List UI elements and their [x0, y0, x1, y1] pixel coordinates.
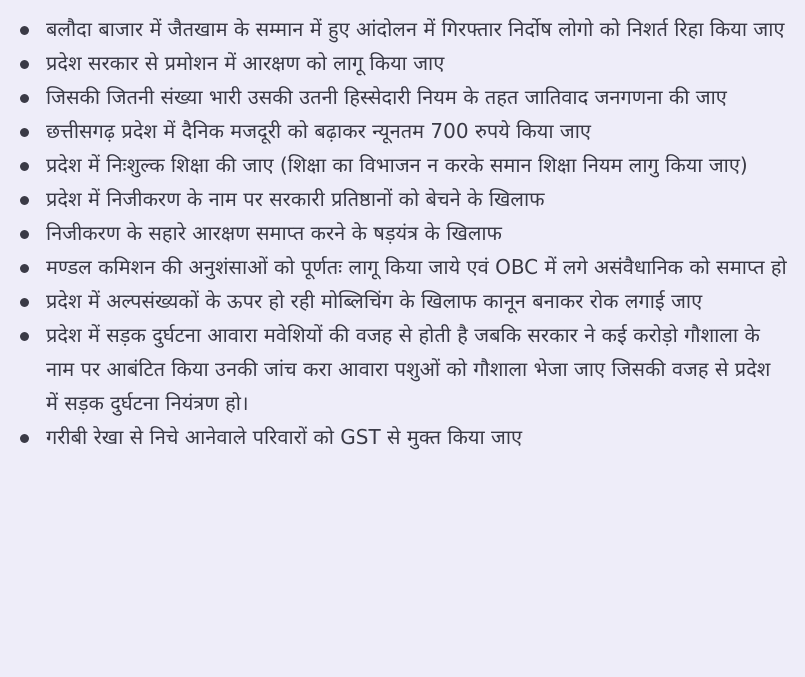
list-item-text: निजीकरण के सहारे आरक्षण समाप्त करने के षड़यंत्र के खिलाफ	[46, 221, 502, 245]
bullet-icon	[20, 264, 29, 273]
list-item-text: प्रदेश सरकार से प्रमोशन में आरक्षण को लागू किया जाए	[46, 51, 445, 75]
bullet-icon	[20, 60, 29, 69]
list-item-text: प्रदेश में निःशुल्क शिक्षा की जाए (शिक्षा का विभाजन न करके समान शिक्षा नियम लागु किया जाए)	[46, 153, 748, 177]
list-item	[0, 12, 787, 46]
list-item	[0, 250, 787, 284]
list-item-text: प्रदेश में अल्पसंख्यकों के ऊपर हो रही मोब्लिचिंग के खिलाफ कानून बनाकर रोक लगाई जाए	[46, 289, 703, 313]
list-item	[0, 318, 787, 420]
bullet-icon	[20, 298, 29, 307]
bullet-icon	[20, 434, 29, 443]
list-item-text: मण्डल कमिशन की अनुशंसाओं को पूर्णतः लागू किया जाये एवं OBC में लगे असंवैधानिक को समाप्त हो	[46, 255, 787, 279]
list-item	[0, 284, 787, 318]
bullet-icon	[20, 162, 29, 171]
bullet-icon	[20, 94, 29, 103]
list-item	[0, 114, 787, 148]
list-item-text: जिसकी जितनी संख्या भारी उसकी उतनी हिस्सेदारी नियम के तहत जातिवाद जनगणना की जाए	[46, 85, 727, 109]
bullet-icon	[20, 196, 29, 205]
list-item	[0, 420, 787, 454]
list-item-text: बलौदा बाजार में जैतखाम के सम्मान में हुए आंदोलन में गिरफ्तार निर्दोष लोगो को निशर्त रिहा किया जाए	[46, 17, 785, 41]
list-item	[0, 46, 787, 80]
list-item-text: प्रदेश में निजीकरण के नाम पर सरकारी प्रतिष्ठानों को बेचने के खिलाफ	[46, 187, 545, 211]
bullet-icon	[20, 26, 29, 35]
list-item-text: गरीबी रेखा से निचे आनेवाले परिवारों को GST से मुक्त किया जाए	[46, 425, 523, 449]
bullet-icon	[20, 332, 29, 341]
list-item	[0, 216, 787, 250]
demands-list	[0, 12, 787, 454]
bullet-icon	[20, 128, 29, 137]
list-item	[0, 182, 787, 216]
list-item	[0, 148, 787, 182]
bullet-icon	[20, 230, 29, 239]
list-item	[0, 80, 787, 114]
list-item-text: प्रदेश में सड़क दुर्घटना आवारा मवेशियों की वजह से होती है जबकि सरकार ने कई करोड़ो गौशाला के नाम पर आबंटित किया उनकी जांच करा आवारा पशुओं को गौशाला भेजा जाए जिसकी वजह से प्रदेश में सड़क दुर्घटना नियंत्रण हो।	[46, 323, 771, 415]
list-item-text: छत्तीसगढ़ प्रदेश में दैनिक मजदूरी को बढ़ाकर न्यूनतम 700 रुपये किया जाए	[46, 119, 591, 143]
